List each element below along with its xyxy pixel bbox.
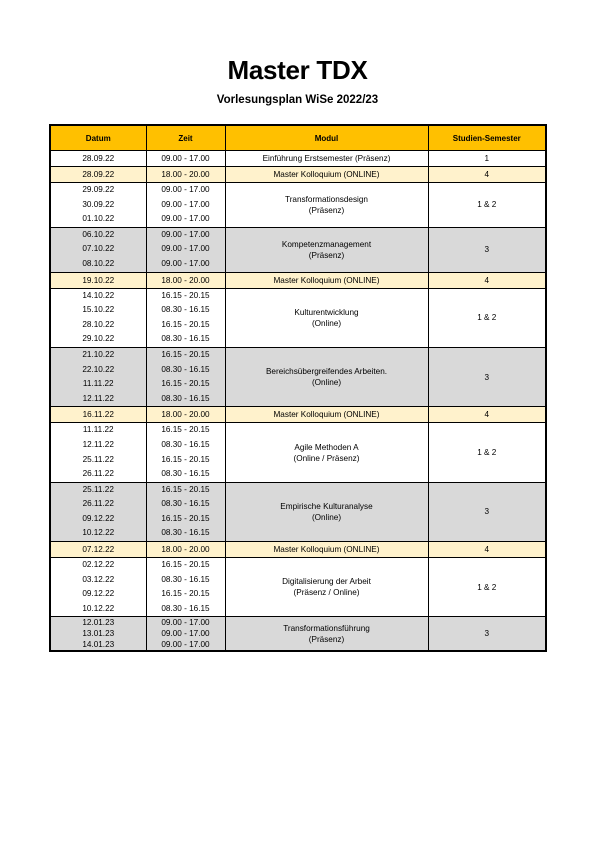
semester-cell: 3: [428, 347, 546, 406]
semester-cell: 4: [428, 272, 546, 288]
semester-cell: 3: [428, 617, 546, 652]
module-cell: Transformationsführung (Präsenz): [225, 617, 428, 652]
module-cell: Empirische Kulturanalyse (Online): [225, 482, 428, 541]
table-row: [50, 167, 546, 183]
semester-cell: 4: [428, 407, 546, 423]
header-datum: Datum: [50, 125, 146, 151]
module-cell: Transformationsdesign (Präsenz): [225, 183, 428, 228]
date-cell: 14.10.22 15.10.22 28.10.22 29.10.22: [50, 288, 146, 347]
table-row: [50, 482, 546, 541]
semester-cell: 4: [428, 167, 546, 183]
time-cell: 16.15 - 20.15 08.30 - 16.15 16.15 - 20.15 08.30 - 16.15: [146, 347, 225, 406]
date-cell: 11.11.22 12.11.22 25.11.22 26.11.22: [50, 423, 146, 482]
table-row: [50, 272, 546, 288]
module-cell: Digitalisierung der Arbeit (Präsenz / Online): [225, 558, 428, 617]
semester-cell: 1 & 2: [428, 288, 546, 347]
module-cell: Bereichsübergreifendes Arbeiten. (Online): [225, 347, 428, 406]
table-row: [50, 288, 546, 347]
date-cell: 25.11.22 26.11.22 09.12.22 10.12.22: [50, 482, 146, 541]
time-cell: 16.15 - 20.15 08.30 - 16.15 16.15 - 20.15 08.30 - 16.15: [146, 288, 225, 347]
time-cell: 16.15 - 20.15 08.30 - 16.15 16.15 - 20.15 08.30 - 16.15: [146, 558, 225, 617]
table-row: [50, 423, 546, 482]
date-cell: 28.09.22: [50, 167, 146, 183]
date-cell: 02.12.22 03.12.22 09.12.22 10.12.22: [50, 558, 146, 617]
table-row: [50, 183, 546, 228]
date-cell: 07.12.22: [50, 542, 146, 558]
date-cell: 16.11.22: [50, 407, 146, 423]
module-cell: Master Kolloquium (ONLINE): [225, 407, 428, 423]
semester-cell: 3: [428, 227, 546, 272]
module-cell: Master Kolloquium (ONLINE): [225, 167, 428, 183]
date-cell: 28.09.22: [50, 151, 146, 167]
semester-cell: 3: [428, 482, 546, 541]
date-cell: 21.10.22 22.10.22 11.11.22 12.11.22: [50, 347, 146, 406]
time-cell: 09.00 - 17.00 09.00 - 17.00 09.00 - 17.00: [146, 183, 225, 228]
header-modul: Modul: [225, 125, 428, 151]
header-zeit: Zeit: [146, 125, 225, 151]
semester-cell: 1 & 2: [428, 558, 546, 617]
header-semester: Studien-Semester: [428, 125, 546, 151]
date-cell: 06.10.22 07.10.22 08.10.22: [50, 227, 146, 272]
date-cell: 19.10.22: [50, 272, 146, 288]
date-cell: 29.09.22 30.09.22 01.10.22: [50, 183, 146, 228]
time-cell: 09.00 - 17.00 09.00 - 17.00 09.00 - 17.00: [146, 227, 225, 272]
table-row: [50, 347, 546, 406]
module-cell: Einführung Erstsemester (Präsenz): [225, 151, 428, 167]
table-row: [50, 227, 546, 272]
document-subtitle: Vorlesungsplan WiSe 2022/23: [216, 94, 379, 106]
module-cell: Agile Methoden A (Online / Präsenz): [225, 423, 428, 482]
time-cell: 18.00 - 20.00: [146, 542, 225, 558]
table-row: [50, 558, 546, 617]
semester-cell: 4: [428, 542, 546, 558]
table-row: [50, 407, 546, 423]
time-cell: 16.15 - 20.15 08.30 - 16.15 16.15 - 20.15 08.30 - 16.15: [146, 482, 225, 541]
time-cell: 18.00 - 20.00: [146, 272, 225, 288]
time-cell: 18.00 - 20.00: [146, 407, 225, 423]
time-cell: 18.00 - 20.00: [146, 167, 225, 183]
time-cell: 16.15 - 20.15 08.30 - 16.15 16.15 - 20.15 08.30 - 16.15: [146, 423, 225, 482]
table-row: [50, 617, 546, 652]
time-cell: 09.00 - 17.00 09.00 - 17.00 09.00 - 17.00: [146, 617, 225, 652]
table-row: [50, 151, 546, 167]
document-title: Master TDX: [227, 55, 368, 85]
module-cell: Kulturentwicklung (Online): [225, 288, 428, 347]
schedule-table: [49, 124, 547, 652]
module-cell: Master Kolloquium (ONLINE): [225, 272, 428, 288]
table-row: [50, 542, 546, 558]
module-cell: Master Kolloquium (ONLINE): [225, 542, 428, 558]
time-cell: 09.00 - 17.00: [146, 151, 225, 167]
module-cell: Kompetenzmanagement (Präsenz): [225, 227, 428, 272]
semester-cell: 1 & 2: [428, 183, 546, 228]
date-cell: 12.01.23 13.01.23 14.01.23: [50, 617, 146, 652]
semester-cell: 1: [428, 151, 546, 167]
semester-cell: 1 & 2: [428, 423, 546, 482]
table-header-row: [50, 125, 546, 151]
